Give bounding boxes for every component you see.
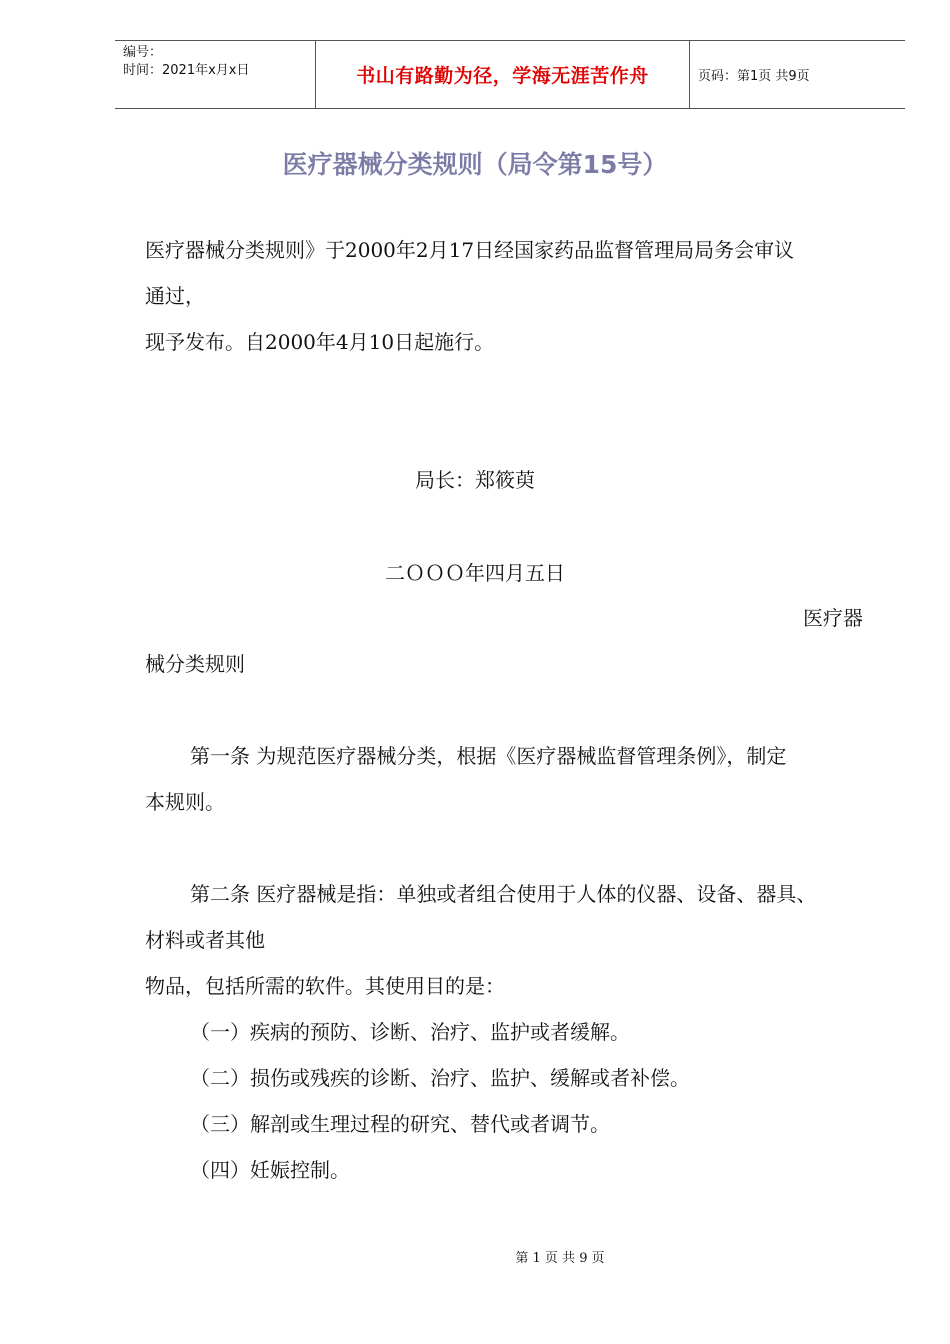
document-number-label: 编号：: [123, 45, 163, 60]
list-item: （一）疾病的预防、诊断、治疗、监护或者缓解。: [190, 1020, 630, 1044]
header-meta: [115, 41, 316, 108]
footer-page-number: 第 1 页 共 9 页: [515, 1251, 605, 1266]
date-line: 二ＯＯＯ年四月五日: [385, 561, 565, 585]
header-motto: 书山有路勤为径，学海无涯苦作舟: [316, 41, 690, 108]
article-1-line: 第一条 为规范医疗器械分类，根据《医疗器械监督管理条例》，制定: [190, 744, 787, 768]
article-2-line: 材料或者其他: [145, 928, 265, 952]
subtitle-part: 械分类规则: [145, 652, 245, 676]
article-1-line: 本规则。: [145, 790, 225, 814]
list-item: （三）解剖或生理过程的研究、替代或者调节。: [190, 1112, 610, 1136]
list-item: （四）妊娠控制。: [190, 1158, 350, 1182]
article-2-line: 物品，包括所需的软件。其使用目的是：: [145, 974, 505, 998]
document-time-label: 时间：2021年x月x日: [123, 63, 250, 78]
document-title: 医疗器械分类规则（局令第15号）: [282, 150, 668, 179]
subtitle-part: 医疗器: [803, 606, 863, 630]
article-2-line: 第二条 医疗器械是指：单独或者组合使用于人体的仪器、设备、器具、: [190, 882, 817, 906]
header-page-info: 页码：第1页 共9页: [698, 69, 810, 84]
page-header: [115, 40, 905, 109]
intro-line: 通过，: [145, 284, 205, 308]
intro-line: 现予发布。自2000年4月10日起施行。: [145, 330, 495, 354]
list-item: （二）损伤或残疾的诊断、治疗、监护、缓解或者补偿。: [190, 1066, 690, 1090]
signature-line: 局长：郑筱萸: [415, 468, 535, 492]
intro-line: 医疗器械分类规则》于2000年2月17日经国家药品监督管理局局务会审议: [145, 238, 795, 262]
